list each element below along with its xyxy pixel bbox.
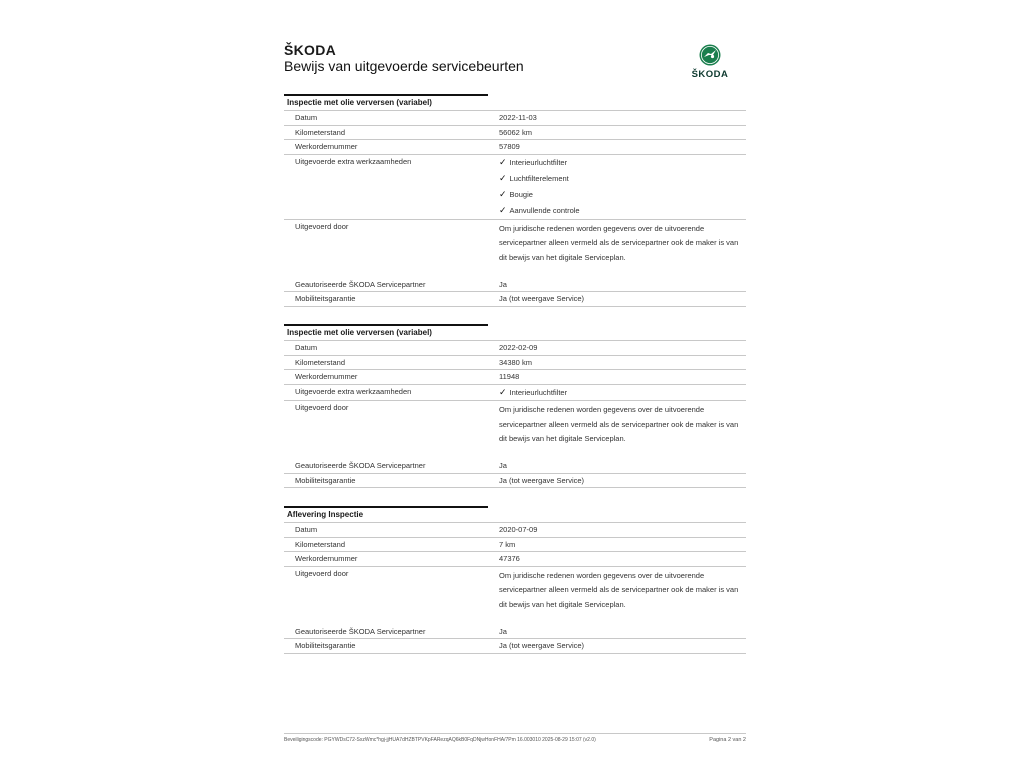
row-kilometerstand bbox=[284, 538, 746, 553]
row-value: Om juridische redenen worden gegevens over de uitvoerende servicepartner alleen vermeld als de servicepartner ook de maker is van dit bewijs van het digitale Serviceplan. bbox=[499, 223, 739, 262]
row-datum bbox=[284, 523, 746, 538]
service-section bbox=[284, 95, 746, 307]
row-label: Geautoriseerde ŠKODA Servicepartner bbox=[295, 626, 426, 636]
row-mobiliteitsgarantie bbox=[284, 639, 746, 654]
row-value: 47376 bbox=[499, 554, 520, 564]
row-value: 2022-02-09 bbox=[499, 343, 538, 352]
row-label: Uitgevoerd door bbox=[295, 221, 349, 231]
row-label: Kilometerstand bbox=[295, 127, 346, 137]
row-label: Datum bbox=[295, 525, 318, 534]
row-label: Datum bbox=[295, 113, 318, 122]
checkmark-icon: ✓ bbox=[499, 386, 507, 397]
service-section bbox=[284, 507, 746, 654]
row-label: Mobiliteitsgarantie bbox=[295, 641, 356, 651]
row-value: 11948 bbox=[499, 372, 520, 382]
row-value: 34380 km bbox=[499, 357, 532, 367]
row-value: Ja (tot weergave Service) bbox=[499, 294, 585, 304]
row-value: Om juridische redenen worden gegevens over de uitvoerende servicepartner alleen vermeld als de servicepartner ook de maker is van dit bewijs van het digitale Serviceplan. bbox=[499, 405, 739, 444]
row-label: Uitgevoerde extra werkzaamheden bbox=[295, 386, 412, 396]
checklist-item bbox=[499, 173, 739, 189]
row-label: Werkordernummer bbox=[295, 372, 358, 382]
row-label: Werkordernummer bbox=[295, 554, 358, 564]
brand-name: ŠKODA bbox=[284, 42, 337, 58]
checkmark-icon: ✓ bbox=[499, 188, 507, 199]
skoda-logo bbox=[684, 44, 736, 80]
row-value: Ja bbox=[499, 461, 507, 471]
checkmark-icon: ✓ bbox=[499, 172, 507, 183]
checklist-item bbox=[499, 205, 739, 221]
checkmark-icon: ✓ bbox=[499, 156, 507, 167]
row-value: Om juridische redenen worden gegevens over de uitvoerende servicepartner alleen vermeld als de servicepartner ook de maker is van dit bewijs van het digitale Serviceplan. bbox=[499, 570, 739, 609]
row-value: 7 km bbox=[499, 539, 516, 549]
checklist-item-label: Bougie bbox=[509, 189, 533, 199]
document-title: Bewijs van uitgevoerde servicebeurten bbox=[284, 58, 524, 74]
checklist-item-label: Luchtfilterelement bbox=[509, 173, 569, 183]
row-mobiliteitsgarantie bbox=[284, 292, 746, 307]
section-title: Inspectie met olie verversen (variabel) bbox=[284, 325, 746, 341]
row-extra-werkzaamheden bbox=[284, 155, 746, 220]
checklist-item bbox=[499, 157, 739, 173]
row-label: Uitgevoerd door bbox=[295, 403, 349, 413]
row-label: Uitgevoerde extra werkzaamheden bbox=[295, 156, 412, 166]
row-werkordernummer bbox=[284, 140, 746, 155]
row-mobiliteitsgarantie bbox=[284, 474, 746, 489]
row-werkordernummer bbox=[284, 370, 746, 385]
row-value: 57809 bbox=[499, 142, 520, 152]
row-extra-werkzaamheden bbox=[284, 385, 746, 402]
row-uitgevoerd-door bbox=[284, 220, 746, 278]
row-value: Ja bbox=[499, 279, 507, 289]
row-uitgevoerd-door bbox=[284, 567, 746, 625]
row-geautoriseerde-servicepartner bbox=[284, 278, 746, 293]
checklist bbox=[499, 157, 739, 221]
row-uitgevoerd-door bbox=[284, 401, 746, 459]
row-value: 2022-11-03 bbox=[499, 113, 537, 122]
skoda-emblem-icon bbox=[699, 44, 721, 66]
row-value: Ja (tot weergave Service) bbox=[499, 641, 585, 651]
row-value: Ja bbox=[499, 626, 507, 636]
row-datum bbox=[284, 341, 746, 356]
row-datum bbox=[284, 111, 746, 126]
service-section bbox=[284, 325, 746, 488]
checklist-item-label: Interieurluchtfilter bbox=[509, 387, 568, 397]
checklist-item bbox=[499, 189, 739, 205]
row-label: Mobiliteitsgarantie bbox=[295, 294, 356, 304]
checklist-item-label: Aanvullende controle bbox=[509, 205, 580, 215]
row-werkordernummer bbox=[284, 552, 746, 567]
checklist-item-label: Interieurluchtfilter bbox=[509, 157, 568, 167]
section-title: Inspectie met olie verversen (variabel) bbox=[284, 95, 746, 111]
row-label: Datum bbox=[295, 343, 318, 352]
row-geautoriseerde-servicepartner bbox=[284, 459, 746, 474]
page-footer bbox=[284, 733, 746, 743]
row-geautoriseerde-servicepartner bbox=[284, 625, 746, 640]
row-label: Werkordernummer bbox=[295, 142, 358, 152]
logo-wordmark: ŠKODA bbox=[691, 69, 729, 80]
row-value: 56062 km bbox=[499, 127, 532, 137]
section-title: Aflevering Inspectie bbox=[284, 507, 746, 523]
row-label: Uitgevoerd door bbox=[295, 568, 349, 578]
row-value: Ja (tot weergave Service) bbox=[499, 475, 585, 485]
row-label: Kilometerstand bbox=[295, 357, 346, 367]
security-code: Beveiligingscode: PGYWDsC72-SxzWmc*hgj-jjHUA7dHZBTPVKpFARezqAQ6kB0FqDNjwHonFHA/7Pm 16.003010 2025-08-29 15:07 (v2.0) bbox=[284, 737, 596, 743]
checkmark-icon: ✓ bbox=[499, 204, 507, 215]
row-label: Kilometerstand bbox=[295, 539, 346, 549]
row-value: 2020-07-09 bbox=[499, 525, 538, 534]
page-number: Pagina 2 van 2 bbox=[709, 737, 746, 743]
row-label: Geautoriseerde ŠKODA Servicepartner bbox=[295, 279, 426, 289]
row-kilometerstand bbox=[284, 356, 746, 371]
row-kilometerstand bbox=[284, 126, 746, 141]
row-label: Geautoriseerde ŠKODA Servicepartner bbox=[295, 461, 426, 471]
row-label: Mobiliteitsgarantie bbox=[295, 475, 356, 485]
